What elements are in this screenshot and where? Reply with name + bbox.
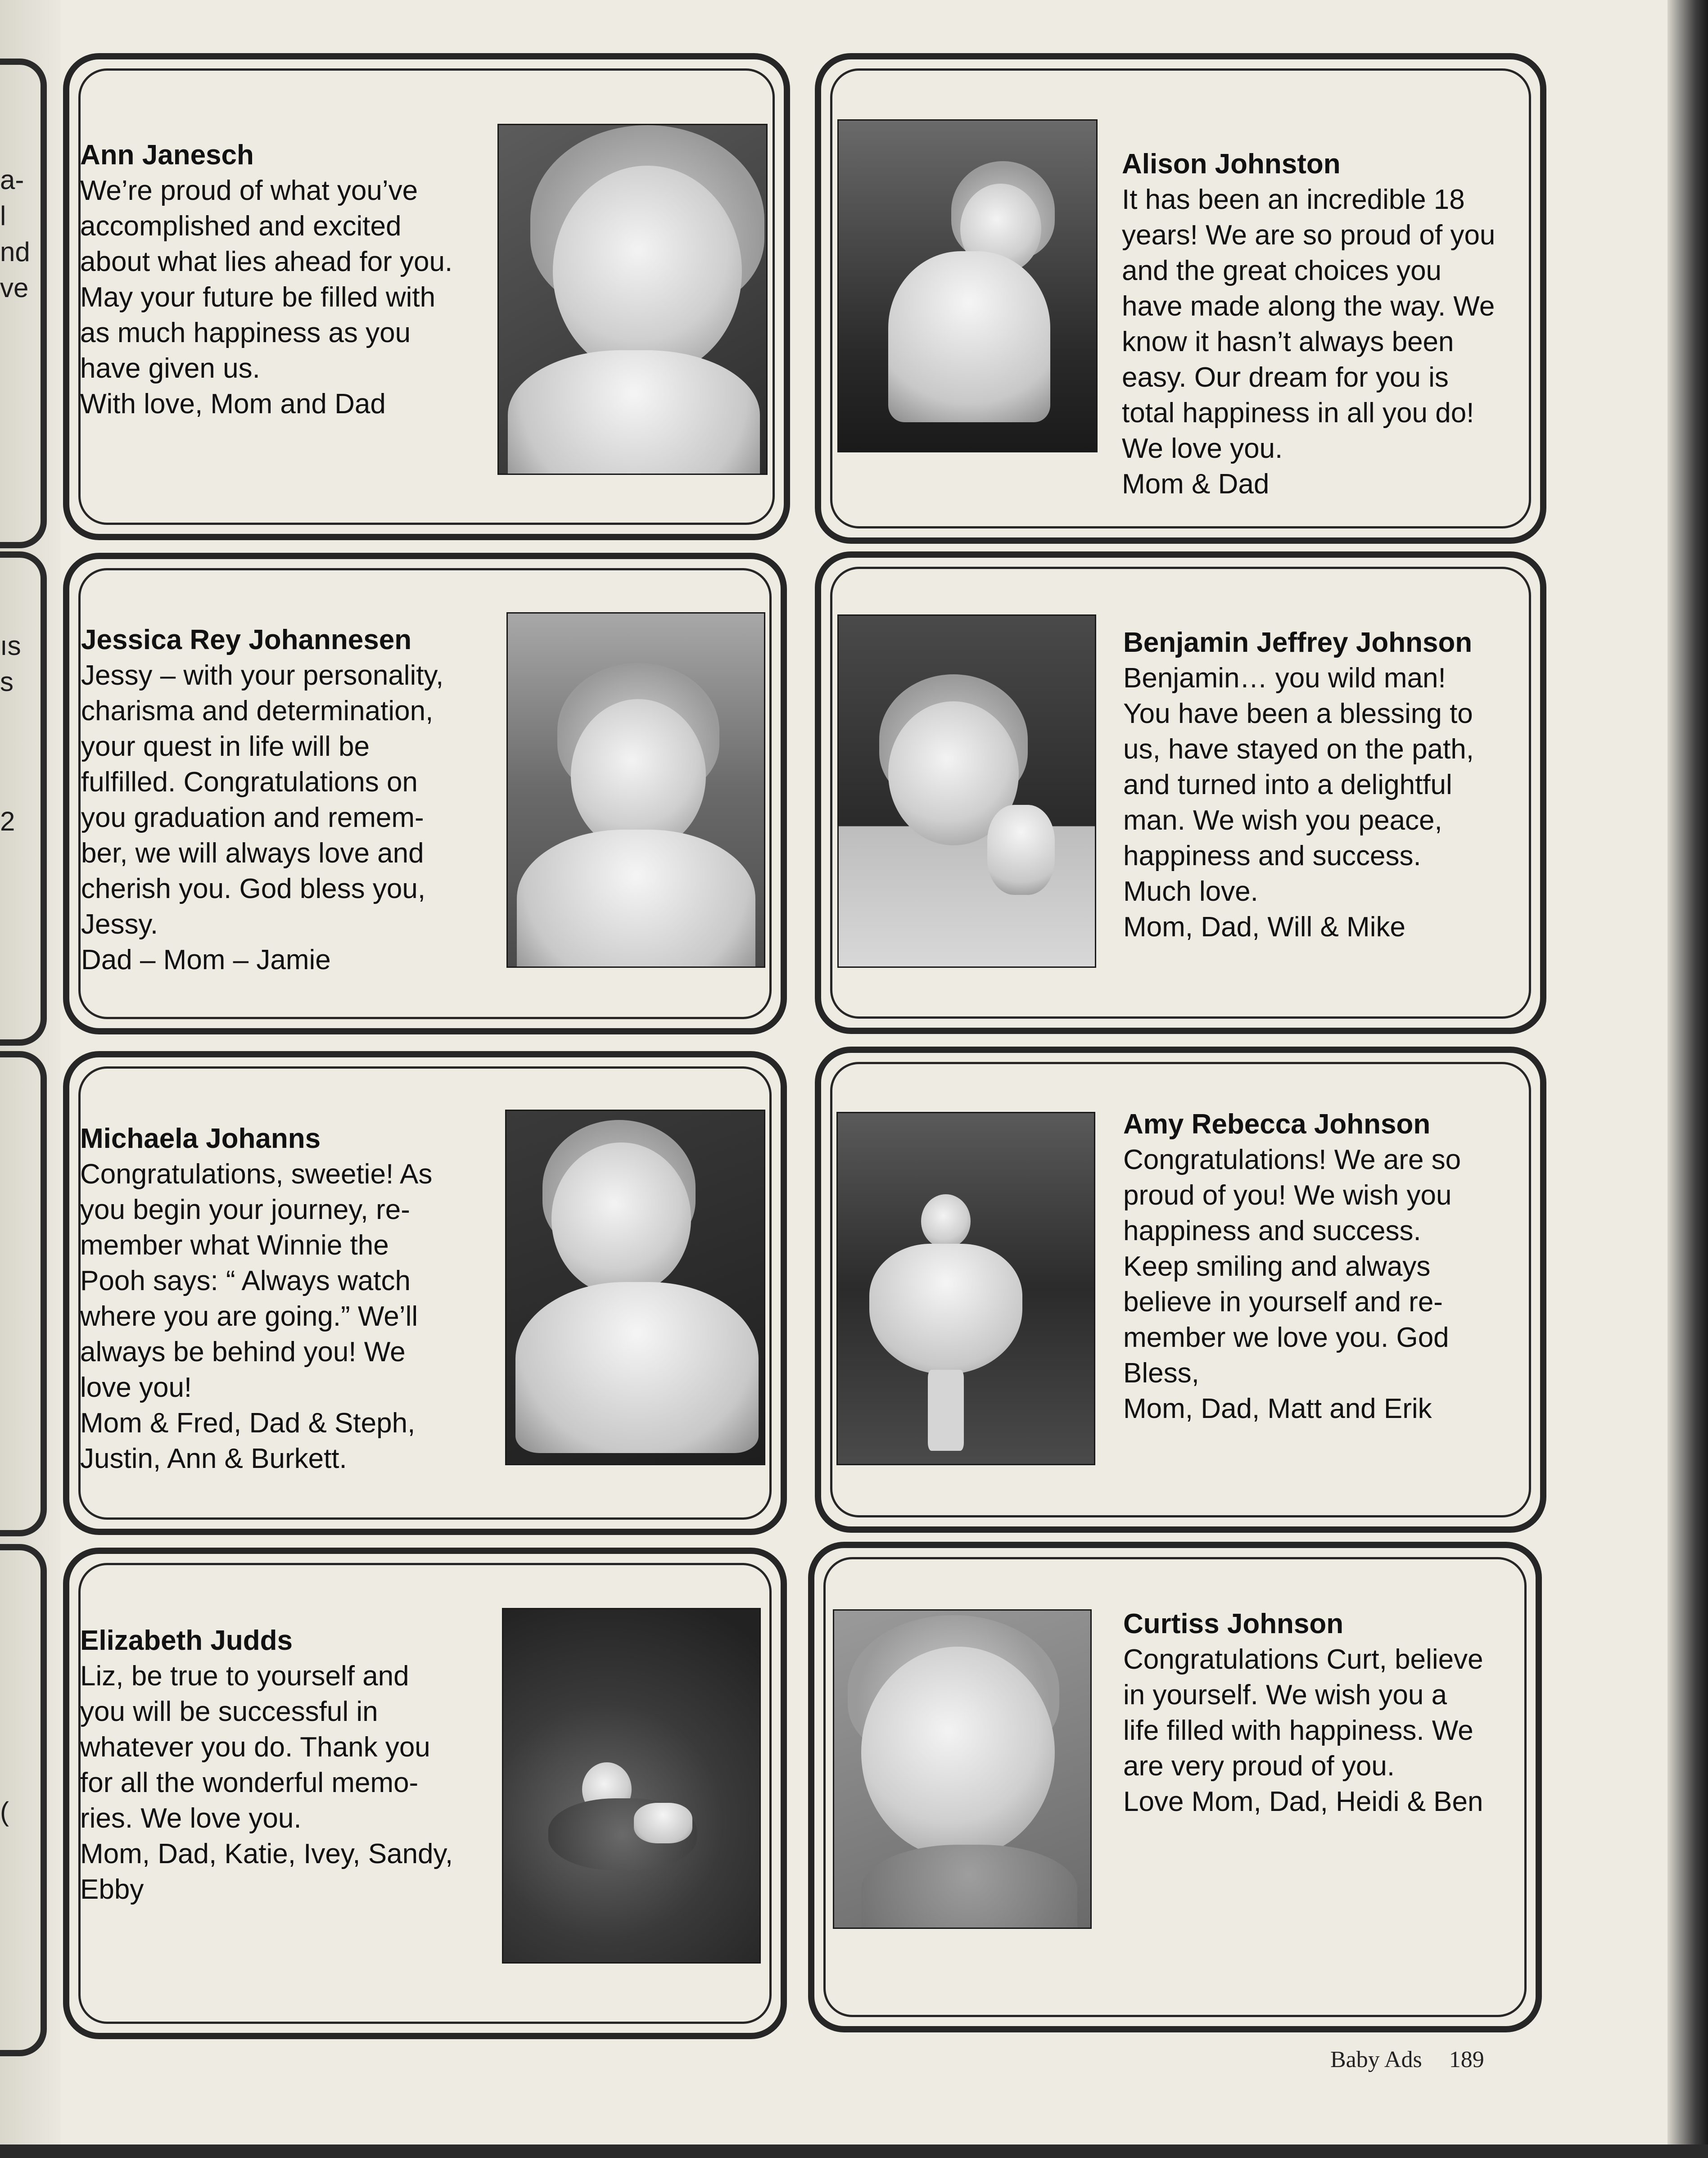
message-line: Congratulations! We are so [1123,1144,1461,1175]
message-line: as much happiness as you [80,317,411,348]
message-line: us, have stayed on the path, [1123,734,1474,765]
message-line: for all the wonderful memo- [80,1767,419,1798]
message-line: accomplished and excited [80,211,402,242]
message-line: you will be successful in [80,1696,378,1727]
message-line: man. We wish you peace, [1123,805,1442,836]
message-line: in yourself. We wish you a [1123,1679,1447,1711]
message-line: life filled with happiness. We [1123,1715,1473,1746]
baby-photo [837,614,1096,968]
previous-page-card-edge [0,1051,47,1536]
message-line: Mom & Dad [1122,469,1270,500]
margin-fragment: ( [0,1797,9,1827]
previous-page-card-edge [0,551,47,1046]
message-line: always be behind you! We [80,1336,406,1368]
baby-photo [833,1609,1092,1929]
message-line: Benjamin… you wild man! [1123,663,1446,694]
message-line: Dad – Mom – Jamie [81,944,331,975]
message-line: fulfilled. Congratulations on [81,767,418,798]
message-line: cherish you. God bless you, [81,873,426,904]
message-line: are very proud of you. [1123,1751,1395,1782]
message-line: happiness and success. [1123,1215,1421,1246]
baby-name: Michaela Johanns [80,1123,321,1154]
ad-text [1123,625,1528,945]
page-edge-shadow [1667,0,1708,2158]
message-line: It has been an incredible 18 [1122,184,1465,215]
message-line: Much love. [1123,876,1258,907]
message-line: Jessy. [81,909,158,940]
message-line: member we love you. God [1123,1322,1449,1353]
baby-name: Jessica Rey Johannesen [81,624,412,655]
message-line: you graduation and remem- [81,802,424,833]
message-line: Mom, Dad, Matt and Erik [1123,1393,1432,1424]
margin-fragment: ve [0,273,29,303]
message-line: Mom, Dad, Will & Mike [1123,912,1405,943]
ad-text [1123,1606,1528,1819]
baby-name: Elizabeth Judds [80,1625,293,1656]
margin-fragment: l [0,201,6,231]
message-line: you begin your journey, re- [80,1194,410,1225]
message-line: We’re proud of what you’ve [80,175,418,206]
ad-text [80,1623,494,1907]
message-line: You have been a blessing to [1123,698,1473,729]
message-line: have given us. [80,353,260,384]
message-line: and the great choices you [1122,255,1442,286]
message-line: charisma and determination, [81,695,434,727]
page-bottom-edge [0,2144,1708,2158]
message-line: ber, we will always love and [81,838,424,869]
message-line: Mom & Fred, Dad & Steph, [80,1408,416,1439]
margin-fragment: 2 [0,806,15,836]
message-line: Pooh says: “ Always watch [80,1265,411,1296]
section-title: Baby Ads [1330,2047,1422,2072]
margin-fragment: nd [0,237,30,267]
baby-photo [506,612,765,968]
ad-text [80,1121,494,1476]
margin-fragment: s [0,667,14,697]
baby-photo [837,119,1098,452]
message-line: easy. Our dream for you is [1122,362,1449,393]
message-line: where you are going.” We’ll [80,1301,418,1332]
message-line: Keep smiling and always [1123,1251,1431,1282]
message-line: know it hasn’t always been [1122,326,1454,357]
message-line: Justin, Ann & Burkett. [80,1443,347,1474]
message-line: member what Winnie the [80,1230,389,1261]
message-line: Bless, [1123,1358,1199,1389]
ad-text [1123,1106,1528,1427]
baby-name: Ann Janesch [80,140,254,171]
message-line: whatever you do. Thank you [80,1732,430,1763]
message-line: Love Mom, Dad, Heidi & Ben [1123,1786,1483,1817]
message-line: love you! [80,1372,192,1403]
baby-photo [836,1112,1095,1465]
message-line: We love you. [1122,433,1283,464]
message-line: total happiness in all you do! [1122,397,1474,429]
message-line: Mom, Dad, Katie, Ivey, Sandy, [80,1838,453,1869]
message-line: proud of you! We wish you [1123,1180,1452,1211]
message-line: Liz, be true to yourself and [80,1661,409,1692]
previous-page-card-edge [0,59,47,548]
message-line: have made along the way. We [1122,291,1495,322]
message-line: Congratulations, sweetie! As [80,1159,433,1190]
page-footer [1330,2046,1484,2073]
baby-name: Amy Rebecca Johnson [1123,1109,1431,1140]
ad-text [81,622,495,978]
message-line: May your future be filled with [80,282,436,313]
message-line: Ebby [80,1874,144,1905]
message-line: Jessy – with your personality, [81,660,444,691]
baby-name: Alison Johnston [1122,149,1341,180]
baby-name: Curtiss Johnson [1123,1608,1344,1639]
message-line: years! We are so proud of you [1122,220,1496,251]
margin-fragment: ıs [0,631,21,661]
ad-text [1122,146,1527,502]
message-line: and turned into a delightful [1123,769,1452,800]
baby-photo [497,124,768,475]
message-line: your quest in life will be [81,731,370,762]
margin-fragment: a- [0,165,24,195]
message-line: believe in yourself and re- [1123,1287,1443,1318]
page-number: 189 [1449,2047,1484,2072]
message-line: about what lies ahead for you. [80,246,453,277]
message-line: ries. We love you. [80,1803,302,1834]
message-line: With love, Mom and Dad [80,388,386,420]
baby-photo [505,1110,765,1465]
message-line: happiness and success. [1123,840,1421,871]
baby-photo [502,1608,761,1964]
baby-name: Benjamin Jeffrey Johnson [1123,627,1473,658]
message-line: Congratulations Curt, believe [1123,1644,1483,1675]
ad-text [80,137,494,422]
